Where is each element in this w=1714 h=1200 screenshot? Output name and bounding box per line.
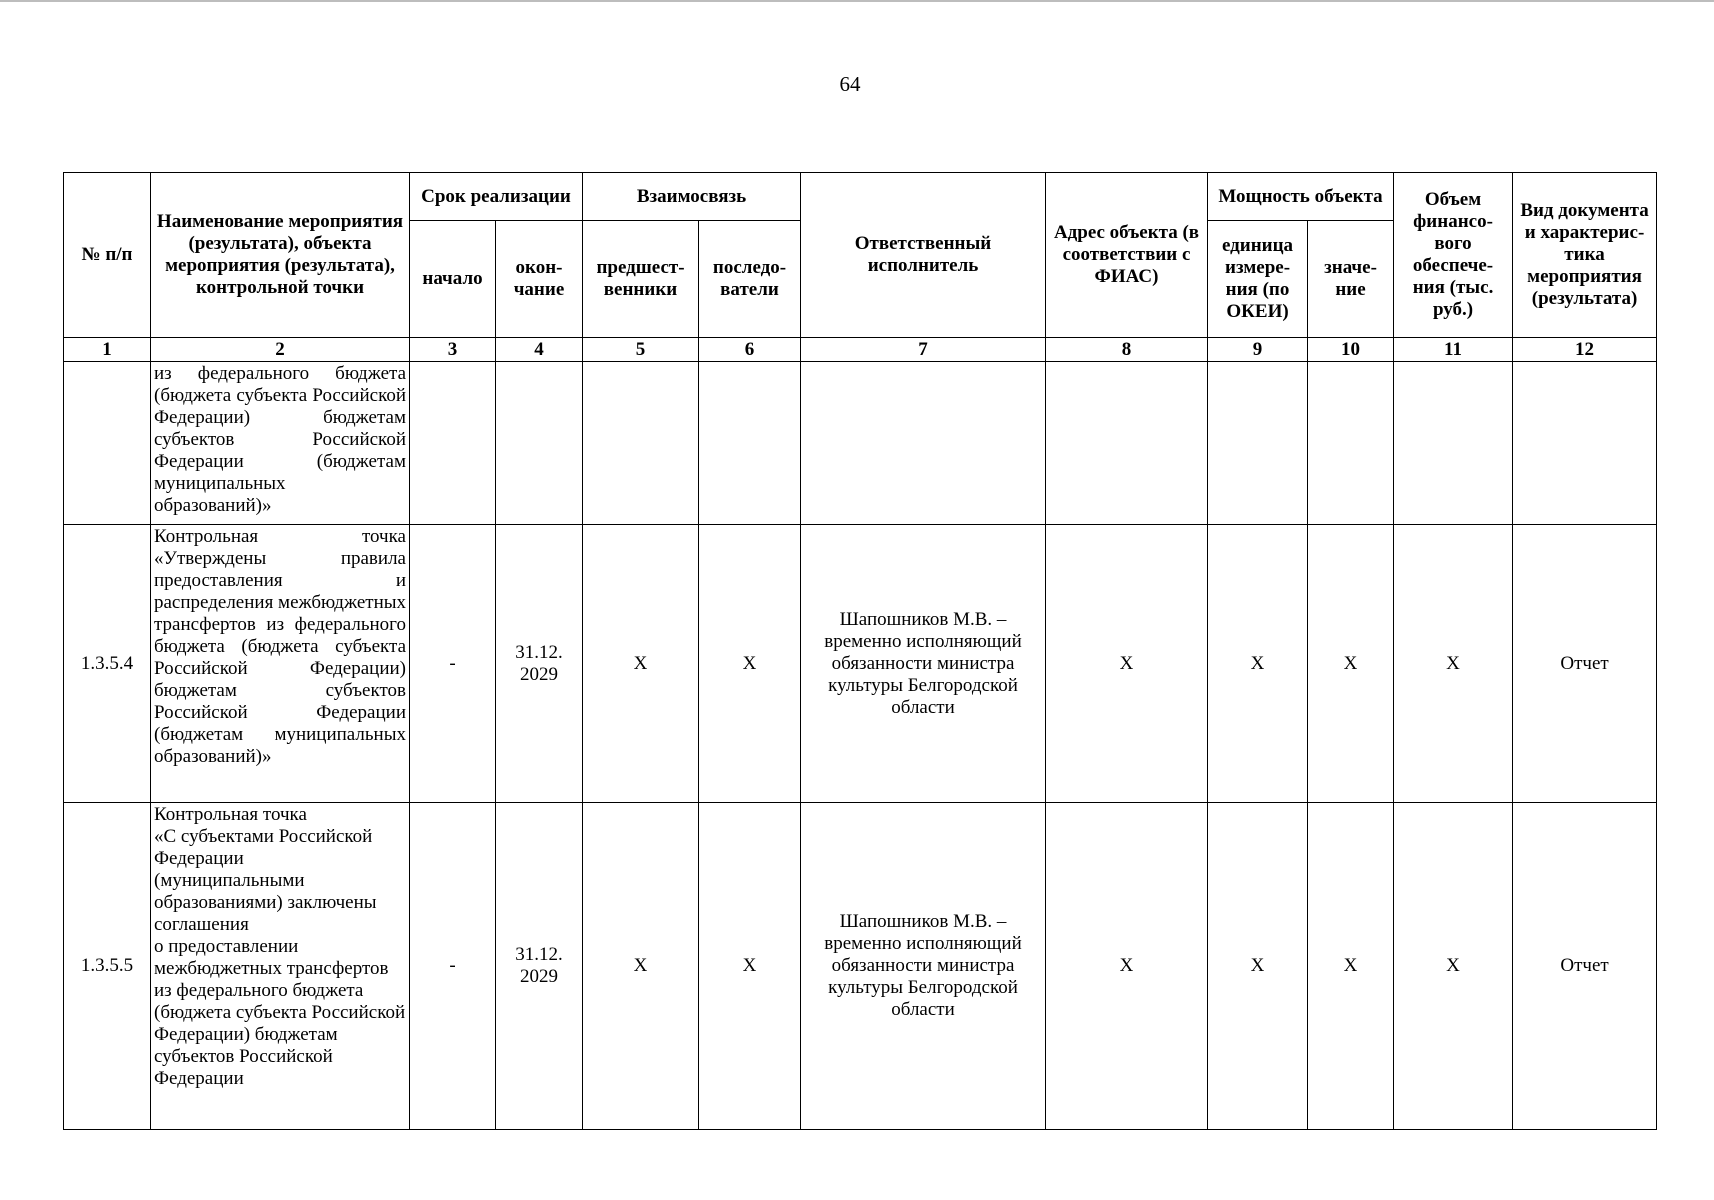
table-row <box>64 525 1657 803</box>
row-predecessors: X <box>583 803 699 1130</box>
column-number: 6 <box>699 338 801 362</box>
row-finance: X <box>1394 803 1513 1130</box>
row-name: Контрольная точка «Утверждены правила предоставления и распределения межбюджетных трансфертов из федерального бюджета (бюджета субъекта Российской Федерации) бюджетам субъектов Российской Федерации (бюджетам муниципальных образований)» <box>151 525 410 803</box>
scan-edge <box>0 0 1714 2</box>
header-term-end: окон-чание <box>496 221 583 338</box>
column-number: 11 <box>1394 338 1513 362</box>
header-capacity: Мощность объекта <box>1208 173 1394 221</box>
row-end: 31.12. 2029 <box>496 525 583 803</box>
column-number: 3 <box>410 338 496 362</box>
row-predecessors: X <box>583 525 699 803</box>
row-unit <box>1208 362 1308 525</box>
row-name-line: «С субъектами Российской Федерации <box>154 826 373 869</box>
row-address: X <box>1046 525 1208 803</box>
header-link: Взаимосвязь <box>583 173 801 221</box>
column-number: 1 <box>64 338 151 362</box>
header-link-prev: предшест-венники <box>583 221 699 338</box>
row-name-line: Контрольная точка <box>154 804 307 825</box>
row-number: 1.3.5.5 <box>64 803 151 1130</box>
activity-table <box>63 172 1657 1130</box>
row-name-line: (муниципальными образованиями) заключены соглашения <box>154 870 377 935</box>
row-doc-type: Отчет <box>1513 803 1657 1130</box>
header-finance: Объем финансо-вого обеспече-ния (тыс. руб.) <box>1394 173 1513 338</box>
row-doc-type: Отчет <box>1513 525 1657 803</box>
header-doc-type: Вид документа и характерис-тика мероприятия (результата) <box>1513 173 1657 338</box>
row-end <box>496 362 583 525</box>
row-unit: X <box>1208 525 1308 803</box>
row-name: из федерального бюджета (бюджета субъекта Российской Федерации) бюджетам субъектов Российской Федерации (бюджетам муниципальных образований)» <box>151 362 410 525</box>
row-start <box>410 362 496 525</box>
header-term: Срок реализации <box>410 173 583 221</box>
row-value: X <box>1308 525 1394 803</box>
row-successors: X <box>699 525 801 803</box>
column-number: 2 <box>151 338 410 362</box>
header-name: Наименование мероприятия (результата), объекта мероприятия (результата), контрольной точки <box>151 173 410 338</box>
row-address <box>1046 362 1208 525</box>
header-num: № п/п <box>64 173 151 338</box>
row-unit: X <box>1208 803 1308 1130</box>
row-name <box>151 803 410 1130</box>
header-term-start: начало <box>410 221 496 338</box>
table-row <box>64 803 1657 1130</box>
row-responsible: Шапошников М.В. – временно исполняющий обязанности министра культуры Белгородской области <box>801 803 1046 1130</box>
row-successors: X <box>699 803 801 1130</box>
row-responsible <box>801 362 1046 525</box>
row-name-line: из федерального бюджета (бюджета субъекта Российской Федерации) бюджетам субъектов Российской Федерации <box>154 980 406 1089</box>
column-number: 5 <box>583 338 699 362</box>
row-start: - <box>410 803 496 1130</box>
row-finance <box>1394 362 1513 525</box>
row-predecessors <box>583 362 699 525</box>
page-number: 64 <box>839 72 861 96</box>
row-successors <box>699 362 801 525</box>
column-number: 9 <box>1208 338 1308 362</box>
column-number: 8 <box>1046 338 1208 362</box>
column-number: 7 <box>801 338 1046 362</box>
row-address: X <box>1046 803 1208 1130</box>
row-responsible: Шапошников М.В. – временно исполняющий обязанности министра культуры Белгородской области <box>801 525 1046 803</box>
row-end: 31.12. 2029 <box>496 803 583 1130</box>
table-row <box>64 362 1657 525</box>
row-finance: X <box>1394 525 1513 803</box>
row-start: - <box>410 525 496 803</box>
row-number: 1.3.5.4 <box>64 525 151 803</box>
header-responsible: Ответственный исполнитель <box>801 173 1046 338</box>
header-link-next: последо-ватели <box>699 221 801 338</box>
row-value <box>1308 362 1394 525</box>
header-row-1 <box>64 173 1657 221</box>
column-number: 10 <box>1308 338 1394 362</box>
column-number: 12 <box>1513 338 1657 362</box>
column-number-row <box>64 338 1657 362</box>
column-number: 4 <box>496 338 583 362</box>
row-doc-type <box>1513 362 1657 525</box>
header-capacity-unit: единица измере-ния (по ОКЕИ) <box>1208 221 1308 338</box>
row-name-line: о предоставлении межбюджетных трансфертов <box>154 936 389 979</box>
row-value: X <box>1308 803 1394 1130</box>
row-number <box>64 362 151 525</box>
header-capacity-value: значе-ние <box>1308 221 1394 338</box>
header-address: Адрес объекта (в соответствии с ФИАС) <box>1046 173 1208 338</box>
